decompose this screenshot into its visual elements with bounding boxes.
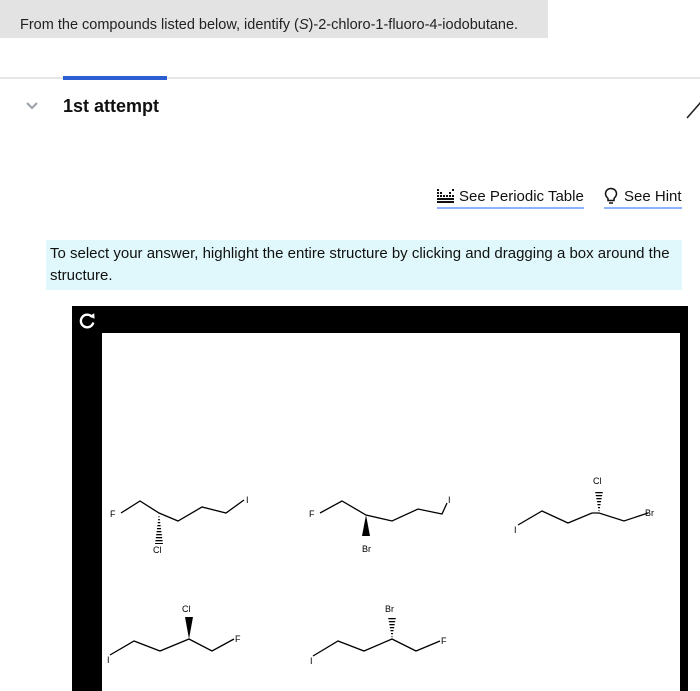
pencil-icon[interactable] [683, 98, 700, 120]
periodic-table-label: See Periodic Table [459, 187, 584, 205]
structure-3-label-i: I [514, 525, 517, 535]
structure-4-label-cl: Cl [182, 604, 191, 614]
structure-5-label-i: I [310, 656, 313, 666]
structure-1-label-cl: Cl [153, 545, 162, 555]
stereo-descriptor: S [298, 17, 309, 33]
lightbulb-icon [604, 187, 618, 205]
structure-5-label-f: F [441, 636, 447, 646]
structure-3-label-cl: Cl [593, 476, 602, 486]
active-tab-indicator [63, 76, 167, 80]
see-hint-link[interactable] [604, 185, 682, 209]
structure-canvas[interactable] [102, 333, 680, 691]
question-text: From the compounds listed below, identify (S)-2-chloro-1-fluoro-4-iodobutane. [20, 17, 519, 33]
structure-2-label-f: F [309, 509, 315, 519]
structure-3-label-br: Br [645, 508, 654, 518]
structure-2-label-i: I [448, 495, 451, 505]
hint-label: See Hint [624, 187, 682, 205]
attempt-title: 1st attempt [63, 96, 160, 116]
structure-4-label-i: I [107, 655, 110, 665]
structure-2-label-br: Br [362, 544, 371, 554]
structure-1-label-f: F [110, 509, 116, 519]
structure-5-label-br: Br [385, 604, 394, 614]
periodic-table-icon [437, 189, 455, 203]
refresh-icon[interactable] [75, 309, 99, 333]
structure-2[interactable] [309, 495, 451, 554]
structure-1-label-i: I [246, 495, 249, 505]
structure-1[interactable] [110, 495, 249, 555]
instructions-text: To select your answer, highlight the entire structure by clicking and dragging a box around the structure. [46, 240, 682, 290]
structure-5[interactable] [310, 604, 447, 666]
see-periodic-table-link[interactable] [437, 185, 584, 209]
question-banner [0, 0, 548, 38]
structure-4-label-f: F [235, 634, 241, 644]
structure-3[interactable] [514, 476, 654, 535]
chevron-down-icon[interactable] [24, 99, 40, 113]
structure-4[interactable] [107, 604, 241, 665]
